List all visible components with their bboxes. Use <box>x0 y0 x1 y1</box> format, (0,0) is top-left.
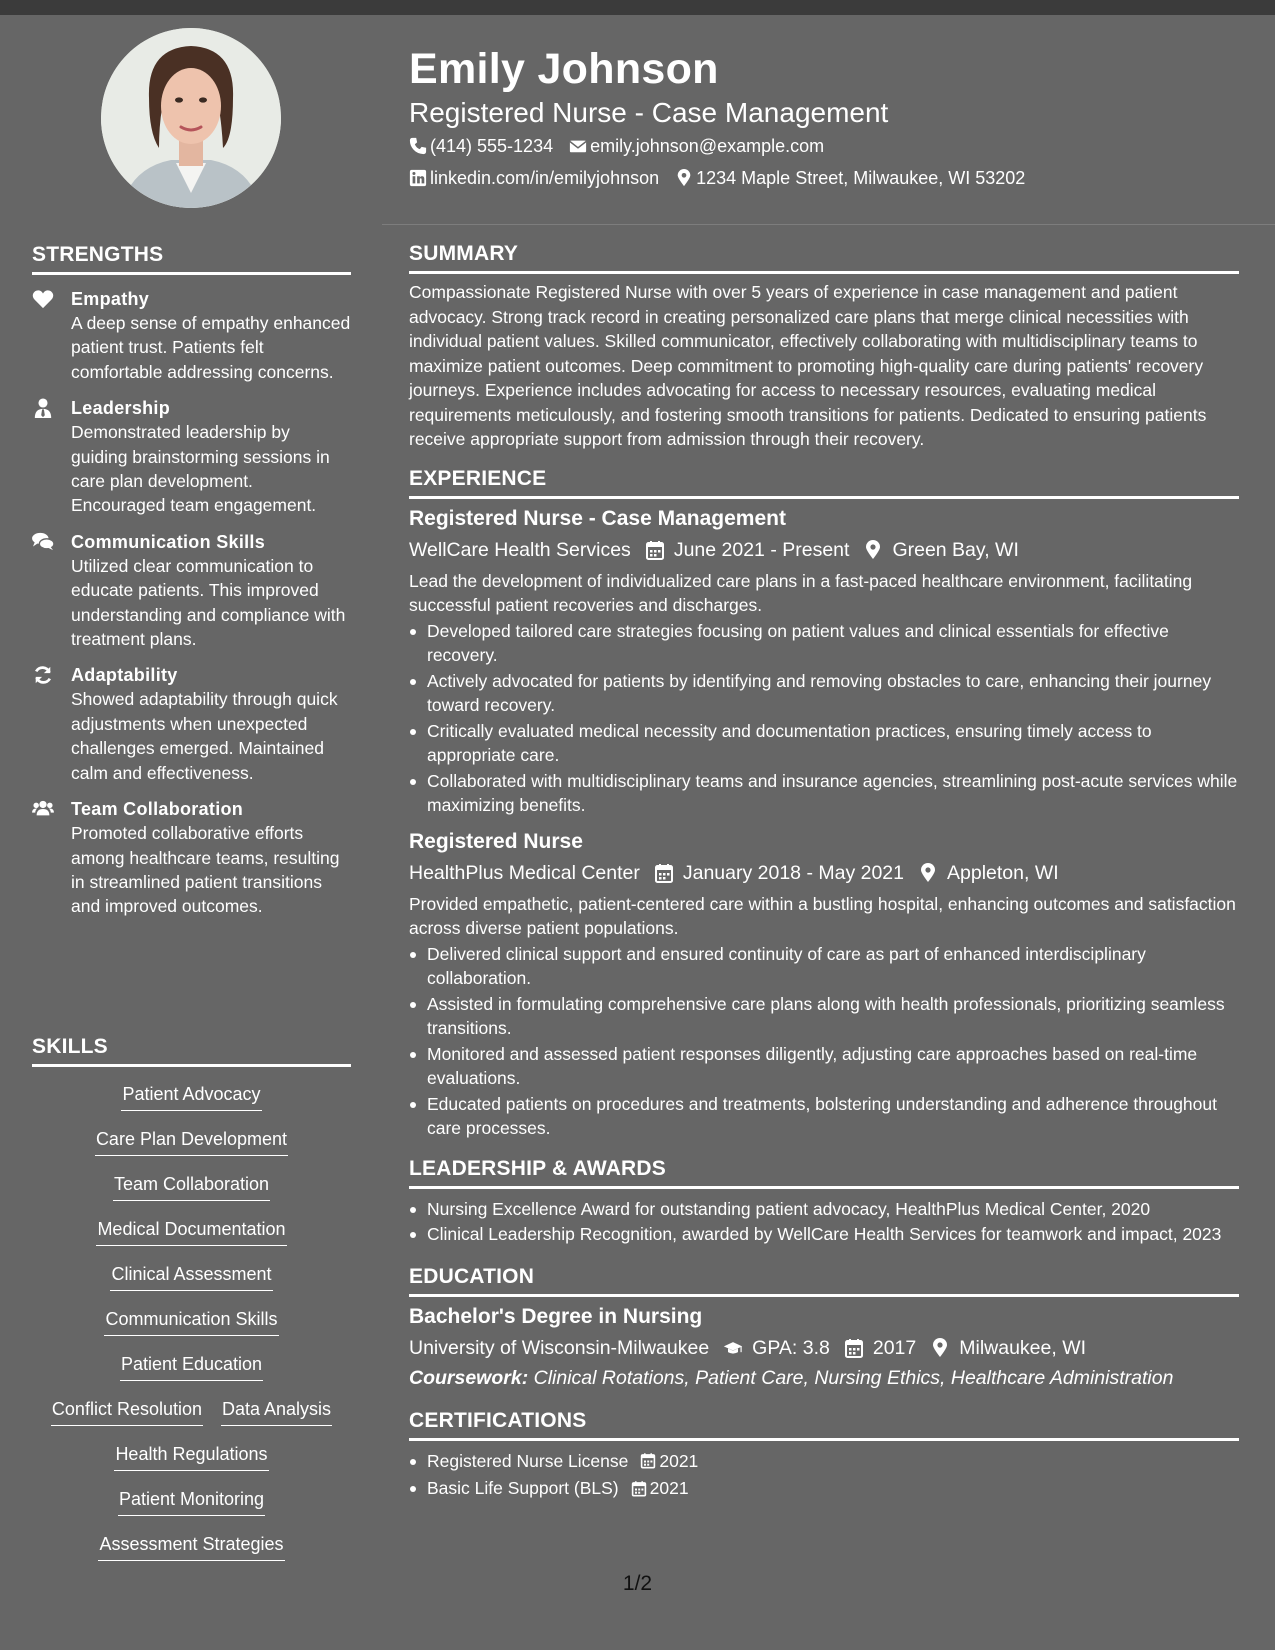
skill-tag: Medical Documentation <box>96 1218 286 1246</box>
profile-photo <box>101 28 281 208</box>
candidate-title: Registered Nurse - Case Management <box>409 97 889 128</box>
award-item: Nursing Excellence Award for outstanding patient advocacy, HealthPlus Medical Center, 2020 <box>409 1197 1239 1222</box>
sidebar <box>0 15 382 1650</box>
contact-row <box>409 165 1239 191</box>
education-meta <box>409 1332 1239 1364</box>
education-gpa: GPA: 3.8 <box>752 1336 830 1359</box>
resume-header <box>409 40 1239 191</box>
strength-name: Communication Skills <box>71 531 266 552</box>
candidate-name: Emily Johnson <box>409 45 719 93</box>
certifications-list <box>409 1449 1239 1501</box>
skill-tag: Communication Skills <box>104 1308 278 1336</box>
calendar-icon <box>654 863 674 883</box>
calendar-icon <box>640 1452 656 1469</box>
strength-name: Adaptability <box>71 665 178 686</box>
graduation-cap-icon <box>723 1338 743 1358</box>
calendar-icon <box>631 1480 647 1497</box>
phone-icon <box>409 137 427 155</box>
phone-number: (414) 555-1234 <box>430 136 554 156</box>
certification-year: 2021 <box>649 1478 689 1498</box>
linkedin-url: linkedin.com/in/emilyjohnson <box>430 168 660 188</box>
job-bullet: Delivered clinical support and ensured continuity of care as part of enhanced interdisciplinary collaboration. <box>409 942 1239 991</box>
awards-list <box>409 1197 1239 1247</box>
strength-item <box>32 530 351 652</box>
job-dates: June 2021 - Present <box>673 538 850 561</box>
skill-tag: Care Plan Development <box>95 1128 288 1156</box>
strengths-title: STRENGTHS <box>32 243 351 275</box>
education-location: Milwaukee, WI <box>959 1336 1087 1359</box>
main-content <box>409 242 1239 1502</box>
awards-section <box>409 1157 1239 1247</box>
job-bullets <box>409 942 1239 1141</box>
job-bullet: Assisted in formulating comprehensive care plans along with health professionals, prioritizing seamless transitions. <box>409 992 1239 1041</box>
certification-name: Basic Life Support (BLS) <box>427 1478 619 1498</box>
education-section <box>409 1265 1239 1392</box>
certification-item <box>409 1449 1239 1474</box>
calendar-icon <box>645 540 665 560</box>
heart-icon <box>32 289 54 309</box>
skill-tag: Clinical Assessment <box>110 1263 272 1291</box>
job-location: Appleton, WI <box>947 861 1059 884</box>
job-entry <box>409 504 1239 818</box>
job-intro: Provided empathetic, patient-centered care within a bustling hospital, enhancing outcomes and satisfaction across diverse patient populations. <box>409 893 1236 938</box>
job-bullet: Collaborated with multidisciplinary teams and insurance agencies, streamlining post-acute services while maximizing benefits. <box>409 769 1239 818</box>
job-entry <box>409 827 1239 1141</box>
education-year: 2017 <box>872 1336 917 1359</box>
location-pin-icon <box>918 863 938 883</box>
skill-tag: Health Regulations <box>114 1443 268 1471</box>
job-dates: January 2018 - May 2021 <box>682 861 904 884</box>
skills-title: SKILLS <box>32 1035 351 1067</box>
job-company: HealthPlus Medical Center <box>409 861 640 884</box>
location-pin-icon <box>675 169 693 187</box>
strength-name: Leadership <box>71 398 171 419</box>
certifications-title: CERTIFICATIONS <box>409 1409 1239 1441</box>
coursework-list: Clinical Rotations, Patient Care, Nursing Ethics, Healthcare Administration <box>533 1366 1174 1389</box>
strength-desc: Demonstrated leadership by guiding brainstorming sessions in care plan development. Encouraged team engagement. <box>71 422 330 516</box>
certification-name: Registered Nurse License <box>427 1450 629 1471</box>
job-bullet: Actively advocated for patients by identifying and removing obstacles to care, enhancing their journey toward recovery. <box>409 669 1239 718</box>
awards-title: LEADERSHIP & AWARDS <box>409 1157 1239 1189</box>
phone-contact[interactable] <box>409 133 553 159</box>
skill-tag: Conflict Resolution <box>51 1398 203 1426</box>
location-pin-icon <box>930 1338 950 1358</box>
education-school: University of Wisconsin-Milwaukee <box>409 1336 710 1359</box>
strengths-section <box>32 243 351 919</box>
certifications-section <box>409 1409 1239 1501</box>
users-icon <box>32 799 54 819</box>
skill-tag: Patient Education <box>120 1353 263 1381</box>
address-text: 1234 Maple Street, Milwaukee, WI 53202 <box>696 168 1026 188</box>
job-bullet: Educated patients on procedures and treatments, bolstering understanding and adherence throughout care processes. <box>409 1092 1239 1141</box>
header-divider <box>382 224 1275 225</box>
experience-section <box>409 467 1239 1141</box>
top-bar <box>0 0 1275 15</box>
contact-row <box>409 133 1239 159</box>
certification-year: 2021 <box>659 1450 699 1471</box>
strength-desc: Utilized clear communication to educate patients. This improved understanding and compliance with treatment plans. <box>71 555 346 650</box>
skills-section <box>32 1035 351 1568</box>
calendar-icon <box>844 1338 864 1358</box>
job-meta <box>409 534 1239 566</box>
sync-icon <box>32 665 54 685</box>
skill-tag: Patient Advocacy <box>121 1083 261 1111</box>
strength-item <box>32 663 351 785</box>
certification-item <box>409 1476 1239 1501</box>
education-degree: Bachelor's Degree in Nursing <box>409 1304 703 1328</box>
job-role: Registered Nurse - Case Management <box>409 506 786 530</box>
email-address: emily.johnson@example.com <box>590 136 825 156</box>
job-bullet: Developed tailored care strategies focusing on patient values and clinical essentials for effective recovery. <box>409 619 1239 668</box>
coursework-label: Coursework: <box>409 1366 529 1389</box>
location-pin-icon <box>863 540 883 560</box>
strength-item <box>32 396 351 518</box>
strength-name: Empathy <box>71 289 150 309</box>
summary-title: SUMMARY <box>409 242 1239 274</box>
page-number: 1/2 <box>622 1572 653 1595</box>
strength-desc: Showed adaptability through quick adjustments when unexpected challenges emerged. Maintained calm and effectiveness. <box>71 689 338 783</box>
envelope-icon <box>569 137 587 155</box>
skill-tag: Data Analysis <box>221 1398 332 1426</box>
strength-name: Team Collaboration <box>71 799 244 820</box>
user-tie-icon <box>32 398 54 418</box>
strength-item <box>32 287 351 384</box>
job-meta <box>409 857 1239 889</box>
strength-desc: A deep sense of empathy enhanced patient trust. Patients felt comfortable addressing concerns. <box>71 313 351 382</box>
job-role: Registered Nurse <box>409 829 583 853</box>
job-location: Green Bay, WI <box>892 538 1019 561</box>
award-item: Clinical Leadership Recognition, awarded by WellCare Health Services for teamwork and impact, 2023 <box>409 1222 1239 1247</box>
summary-section <box>409 242 1239 452</box>
strength-desc: Promoted collaborative efforts among healthcare teams, resulting in streamlined patient transitions and improved outcomes. <box>71 823 340 917</box>
skill-tag: Patient Monitoring <box>118 1488 265 1516</box>
job-bullet: Monitored and assessed patient responses diligently, adjusting care approaches based on real-time evaluations. <box>409 1042 1239 1091</box>
address-contact <box>675 165 1025 191</box>
skill-tag: Team Collaboration <box>113 1173 270 1201</box>
skill-tag: Assessment Strategies <box>98 1533 284 1561</box>
job-intro: Lead the development of individualized care plans in a fast-paced healthcare environment, facilitating successful patient recoveries and discharges. <box>409 570 1193 615</box>
email-contact[interactable] <box>569 133 824 159</box>
job-company: WellCare Health Services <box>409 538 631 561</box>
experience-title: EXPERIENCE <box>409 467 1239 499</box>
job-bullets <box>409 619 1239 818</box>
comments-icon <box>32 532 54 552</box>
skills-list <box>32 1073 351 1568</box>
strength-item <box>32 797 351 919</box>
summary-text: Compassionate Registered Nurse with over 5 years of experience in case management and patient advocacy. Strong track record in creating personalized care plans that merge clinical necessities with individual patient values. Skilled communicator, effectively collaborating with multidisciplinary teams to maximize patient outcomes. Deep commitment to promoting high-quality care during patients' recovery journeys. Experience includes advocating for access to necessary resources, evaluating medical requirements meticulously, and fostering smooth transitions for patients. Dedicated to ensuring patients receive appropriate support from admission through their recovery. <box>409 282 1207 449</box>
education-title: EDUCATION <box>409 1265 1239 1297</box>
linkedin-icon <box>409 169 427 187</box>
education-coursework <box>409 1364 1239 1392</box>
job-bullet: Critically evaluated medical necessity and documentation practices, ensuring timely access to appropriate care. <box>409 719 1239 768</box>
linkedin-contact[interactable] <box>409 165 659 191</box>
